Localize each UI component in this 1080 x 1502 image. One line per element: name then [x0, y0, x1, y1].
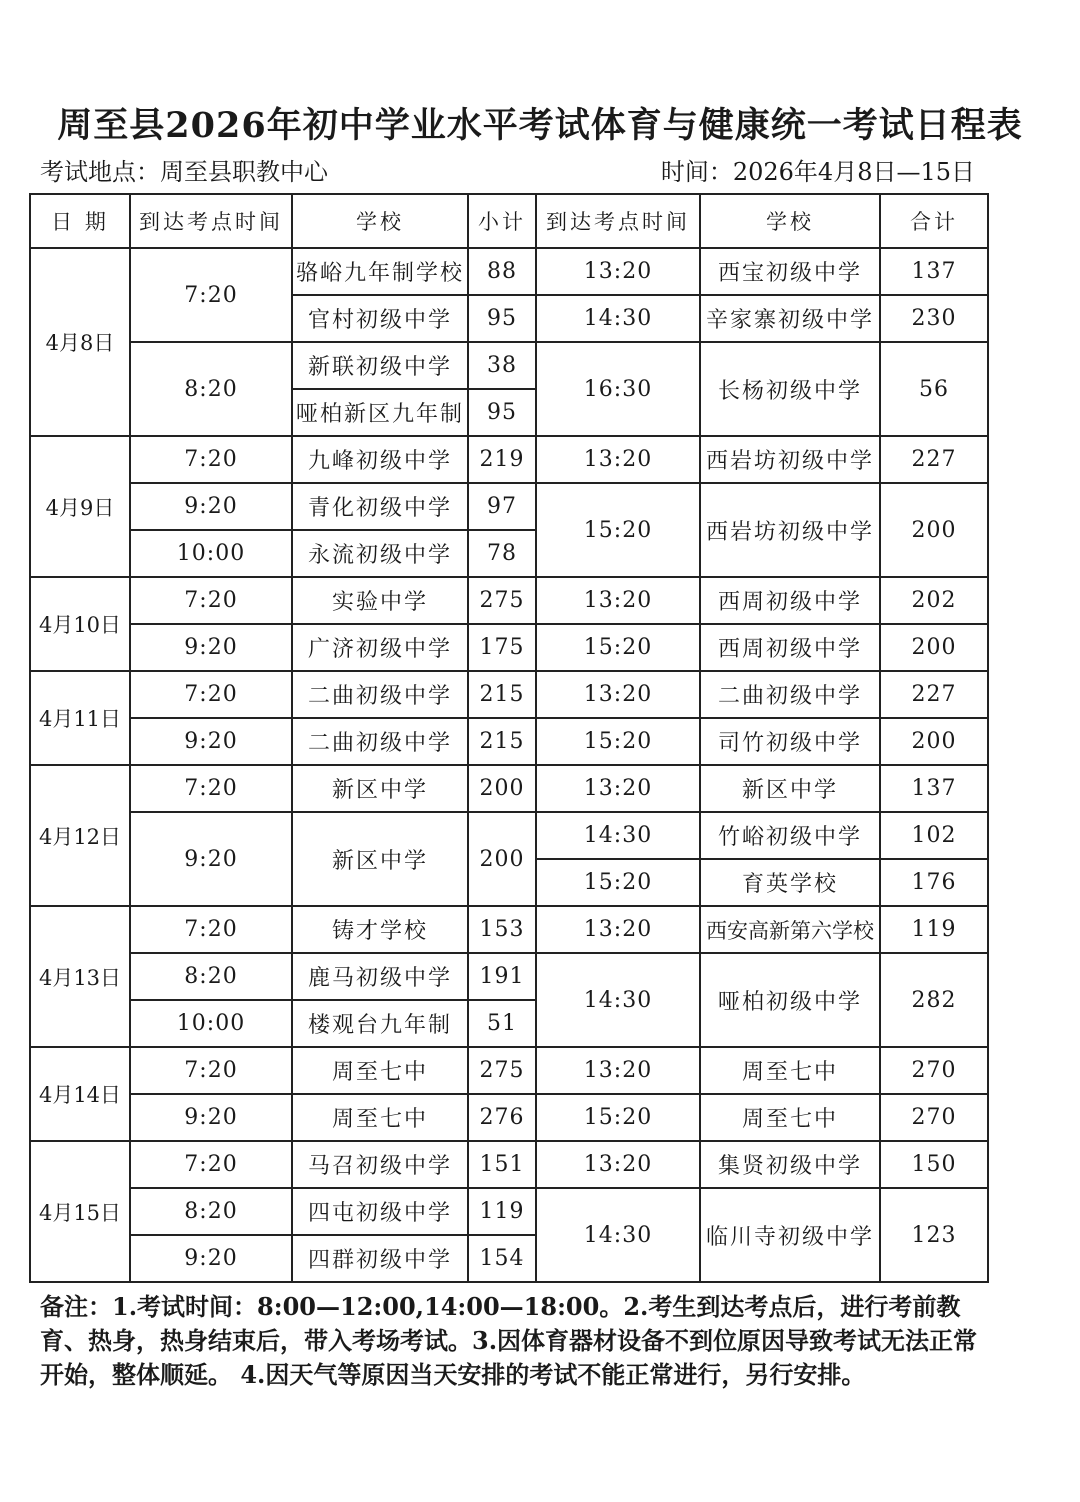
pm-school-cell: 新区中学: [700, 765, 880, 812]
am-time-cell: 10:00: [130, 530, 292, 577]
pm-time-cell: 14:30: [536, 812, 700, 859]
pm-school-cell: 西安高新第六学校: [700, 906, 880, 953]
am-count-cell: 276: [468, 1094, 536, 1141]
header-pm-school: 学校: [700, 194, 880, 248]
am-count-cell: 200: [468, 765, 536, 812]
pm-time-cell: 13:20: [536, 906, 700, 953]
pm-count-cell: 227: [880, 436, 988, 483]
am-count-cell: 95: [468, 389, 536, 436]
header-total: 合计: [880, 194, 988, 248]
table-row: [30, 906, 988, 953]
am-count-cell: 200: [468, 812, 536, 906]
am-time-cell: 7:20: [130, 577, 292, 624]
am-school-cell: 铸才学校: [292, 906, 468, 953]
am-count-cell: 275: [468, 577, 536, 624]
pm-time-cell: 14:30: [536, 953, 700, 1047]
am-school-cell: 广济初级中学: [292, 624, 468, 671]
pm-school-cell: 西岩坊初级中学: [700, 483, 880, 577]
am-school-cell: 官村初级中学: [292, 295, 468, 342]
pm-school-cell: 司竹初级中学: [700, 718, 880, 765]
am-school-cell: 实验中学: [292, 577, 468, 624]
am-time-cell: 7:20: [130, 248, 292, 342]
am-time-cell: 7:20: [130, 436, 292, 483]
am-count-cell: 151: [468, 1141, 536, 1188]
pm-school-cell: 周至七中: [700, 1094, 880, 1141]
am-school-cell: 新区中学: [292, 812, 468, 906]
am-count-cell: 154: [468, 1235, 536, 1282]
am-count-cell: 215: [468, 671, 536, 718]
date-cell: 4月9日: [30, 436, 130, 577]
pm-time-cell: 15:20: [536, 624, 700, 671]
pm-time-cell: 14:30: [536, 1188, 700, 1282]
page-title: 周至县2026年初中学业水平考试体育与健康统一考试日程表: [57, 105, 1023, 146]
exam-location: 考试地点：周至县职教中心: [40, 158, 328, 186]
pm-count-cell: 200: [880, 718, 988, 765]
pm-count-cell: 270: [880, 1047, 988, 1094]
exam-period: 时间：2026年4月8日—15日: [660, 158, 975, 186]
table-row: [30, 248, 988, 295]
pm-count-cell: 137: [880, 248, 988, 295]
am-school-cell: 马召初级中学: [292, 1141, 468, 1188]
pm-time-cell: 13:20: [536, 248, 700, 295]
am-school-cell: 周至七中: [292, 1047, 468, 1094]
date-cell: 4月15日: [30, 1141, 130, 1282]
am-time-cell: 9:20: [130, 1094, 292, 1141]
pm-time-cell: 15:20: [536, 859, 700, 906]
pm-time-cell: 15:20: [536, 718, 700, 765]
am-count-cell: 38: [468, 342, 536, 389]
pm-time-cell: 13:20: [536, 765, 700, 812]
table-row: [30, 342, 988, 389]
am-time-cell: 7:20: [130, 1141, 292, 1188]
pm-school-cell: 集贤初级中学: [700, 1141, 880, 1188]
table-row: [30, 812, 988, 859]
am-time-cell: 9:20: [130, 812, 292, 906]
pm-count-cell: 270: [880, 1094, 988, 1141]
pm-count-cell: 227: [880, 671, 988, 718]
am-school-cell: 楼观台九年制: [292, 1000, 468, 1047]
am-count-cell: 215: [468, 718, 536, 765]
pm-school-cell: 西宝初级中学: [700, 248, 880, 295]
pm-time-cell: 15:20: [536, 483, 700, 577]
am-school-cell: 鹿马初级中学: [292, 953, 468, 1000]
pm-school-cell: 长杨初级中学: [700, 342, 880, 436]
pm-count-cell: 200: [880, 483, 988, 577]
am-school-cell: 二曲初级中学: [292, 671, 468, 718]
pm-count-cell: 202: [880, 577, 988, 624]
pm-school-cell: 西周初级中学: [700, 577, 880, 624]
am-school-cell: 九峰初级中学: [292, 436, 468, 483]
am-school-cell: 哑柏新区九年制: [292, 389, 468, 436]
am-time-cell: 9:20: [130, 1235, 292, 1282]
am-time-cell: 7:20: [130, 906, 292, 953]
am-count-cell: 97: [468, 483, 536, 530]
am-school-cell: 永流初级中学: [292, 530, 468, 577]
pm-count-cell: 102: [880, 812, 988, 859]
date-cell: 4月11日: [30, 671, 130, 765]
pm-school-cell: 竹峪初级中学: [700, 812, 880, 859]
am-time-cell: 9:20: [130, 718, 292, 765]
am-count-cell: 88: [468, 248, 536, 295]
pm-school-cell: 西周初级中学: [700, 624, 880, 671]
date-cell: 4月12日: [30, 765, 130, 906]
pm-time-cell: 13:20: [536, 577, 700, 624]
am-school-cell: 青化初级中学: [292, 483, 468, 530]
am-time-cell: 9:20: [130, 624, 292, 671]
pm-count-cell: 137: [880, 765, 988, 812]
header-date: 日 期: [30, 194, 130, 248]
remarks-note: 备注：1.考试时间：8:00—12:00,14:00—18:00。2.考生到达考点后，进行考前教育、热身，热身结束后，带入考场考试。3.因体育器材设备不到位原因导致考试无法正常开始，整体顺延。 4.因天气等原因当天安排的考试不能正常进行，另行安排。: [40, 1292, 978, 1389]
table-row: [30, 1188, 988, 1235]
pm-time-cell: 13:20: [536, 671, 700, 718]
pm-time-cell: 16:30: [536, 342, 700, 436]
am-count-cell: 275: [468, 1047, 536, 1094]
am-school-cell: 新区中学: [292, 765, 468, 812]
pm-school-cell: 周至七中: [700, 1047, 880, 1094]
header-am-arrival-time: 到达考点时间: [130, 194, 292, 248]
am-school-cell: 二曲初级中学: [292, 718, 468, 765]
table-row: [30, 577, 988, 624]
am-count-cell: 219: [468, 436, 536, 483]
table-row: [30, 953, 988, 1000]
am-school-cell: 周至七中: [292, 1094, 468, 1141]
am-school-cell: 四屯初级中学: [292, 1188, 468, 1235]
pm-time-cell: 13:20: [536, 1141, 700, 1188]
date-cell: 4月8日: [30, 248, 130, 436]
date-cell: 4月14日: [30, 1047, 130, 1141]
am-time-cell: 8:20: [130, 953, 292, 1000]
am-count-cell: 153: [468, 906, 536, 953]
am-time-cell: 8:20: [130, 342, 292, 436]
am-school-cell: 骆峪九年制学校: [292, 248, 468, 295]
pm-count-cell: 176: [880, 859, 988, 906]
pm-school-cell: 哑柏初级中学: [700, 953, 880, 1047]
pm-count-cell: 150: [880, 1141, 988, 1188]
table-row: [30, 765, 988, 812]
am-time-cell: 9:20: [130, 483, 292, 530]
table-row: [30, 671, 988, 718]
am-school-cell: 四群初级中学: [292, 1235, 468, 1282]
pm-count-cell: 119: [880, 906, 988, 953]
pm-school-cell: 西岩坊初级中学: [700, 436, 880, 483]
am-time-cell: 7:20: [130, 671, 292, 718]
header-subtotal: 小计: [468, 194, 536, 248]
table-row: [30, 624, 988, 671]
pm-time-cell: 13:20: [536, 436, 700, 483]
schedule-table: [29, 193, 989, 1283]
pm-school-cell: 辛家寨初级中学: [700, 295, 880, 342]
pm-count-cell: 282: [880, 953, 988, 1047]
pm-count-cell: 200: [880, 624, 988, 671]
pm-count-cell: 123: [880, 1188, 988, 1282]
am-count-cell: 95: [468, 295, 536, 342]
header-am-school: 学校: [292, 194, 468, 248]
table-row: [30, 718, 988, 765]
am-time-cell: 8:20: [130, 1188, 292, 1235]
date-cell: 4月10日: [30, 577, 130, 671]
pm-time-cell: 13:20: [536, 1047, 700, 1094]
pm-school-cell: 育英学校: [700, 859, 880, 906]
header-row: [30, 194, 988, 248]
pm-time-cell: 15:20: [536, 1094, 700, 1141]
table-row: [30, 1141, 988, 1188]
pm-count-cell: 230: [880, 295, 988, 342]
table-row: [30, 1094, 988, 1141]
table-row: [30, 436, 988, 483]
pm-count-cell: 56: [880, 342, 988, 436]
am-school-cell: 新联初级中学: [292, 342, 468, 389]
am-time-cell: 7:20: [130, 1047, 292, 1094]
pm-time-cell: 14:30: [536, 295, 700, 342]
header-pm-arrival-time: 到达考点时间: [536, 194, 700, 248]
date-cell: 4月13日: [30, 906, 130, 1047]
am-count-cell: 78: [468, 530, 536, 577]
pm-school-cell: 临川寺初级中学: [700, 1188, 880, 1282]
am-count-cell: 119: [468, 1188, 536, 1235]
am-time-cell: 10:00: [130, 1000, 292, 1047]
am-count-cell: 51: [468, 1000, 536, 1047]
am-count-cell: 191: [468, 953, 536, 1000]
am-count-cell: 175: [468, 624, 536, 671]
table-row: [30, 483, 988, 530]
am-time-cell: 7:20: [130, 765, 292, 812]
table-row: [30, 1047, 988, 1094]
pm-school-cell: 二曲初级中学: [700, 671, 880, 718]
